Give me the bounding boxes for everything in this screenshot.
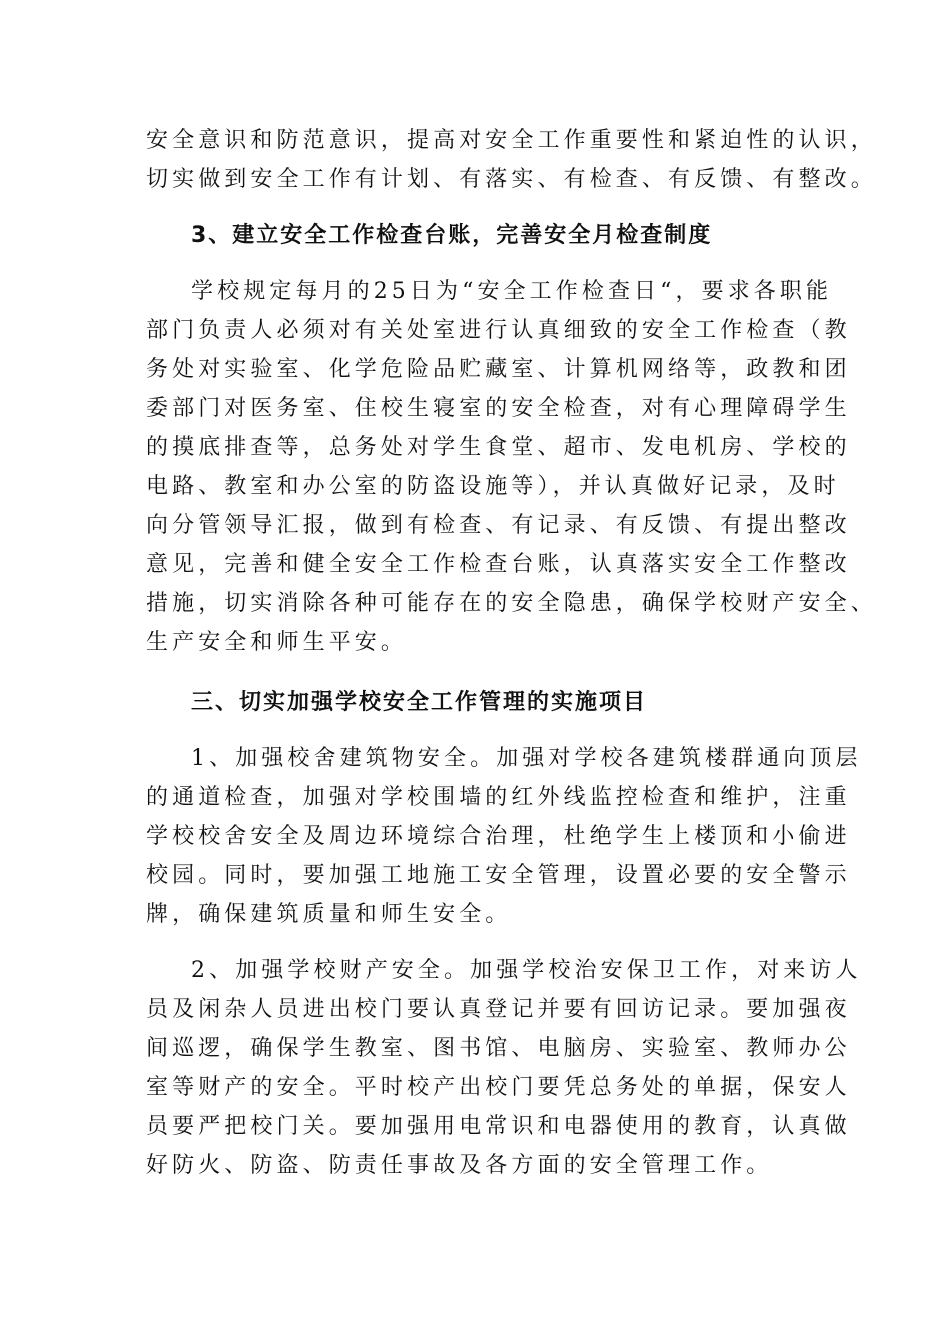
paragraph-4-line-4: 室等财产的安全。平时校产出校门要凭总务处的单据，保安人 [146, 1075, 851, 1100]
paragraph-3-line-2: 的通道检查，加强对学校围墙的红外线监控检查和维护，注重 [146, 785, 851, 810]
paragraph-2-line-9: 措施，切实消除各种可能存在的安全隐患，确保学校财产安全、 [146, 591, 877, 616]
paragraph-2-line-4: 委部门对医务室、住校生寝室的安全检查，对有心理障碍学生 [146, 396, 851, 421]
paragraph-4-line-1: 2、加强学校财产安全。加强学校治安保卫工作，对来访人 [191, 958, 862, 983]
paragraph-2-line-1: 学校规定每月的25日为“安全工作检查日“，要求各职能 [191, 279, 833, 304]
paragraph-1-line-2: 切实做到安全工作有计划、有落实、有检查、有反馈、有整改。 [146, 167, 877, 192]
paragraph-2-line-7: 向分管领导汇报，做到有检查、有记录、有反馈、有提出整改 [146, 513, 851, 538]
section-heading-3: 3、建立安全工作检查台账，完善安全月检查制度 [191, 223, 713, 248]
paragraph-3-line-1: 1、加强校舍建筑物安全。加强对学校各建筑楼群通向顶层 [191, 746, 862, 771]
paragraph-2-line-3: 务处对实验室、化学危险品贮藏室、计算机网络等，政教和团 [146, 357, 851, 382]
paragraph-3-line-3: 学校校舍安全及周边环境综合治理，杜绝学生上楼顶和小偷进 [146, 824, 851, 849]
paragraph-4-line-6: 好防火、防盗、防责任事故及各方面的安全管理工作。 [146, 1153, 773, 1178]
paragraph-2-line-5: 的摸底排查等，总务处对学生食堂、超市、发电机房、学校的 [146, 435, 851, 460]
paragraph-3-line-4: 校园。同时，要加强工地施工安全管理，设置必要的安全警示 [146, 863, 851, 888]
paragraph-4-line-2: 员及闲杂人员进出校门要认真登记并要有回访记录。要加强夜 [146, 997, 851, 1022]
paragraph-2-line-10: 生产安全和师生平安。 [146, 630, 408, 655]
paragraph-2-line-6: 电路、教室和办公室的防盗设施等），并认真做好记录，及时 [146, 474, 840, 499]
paragraph-1-line-1: 安全意识和防范意识，提高对安全工作重要性和紧迫性的认识， [146, 128, 877, 153]
paragraph-2-line-8: 意见，完善和健全安全工作检查台账，认真落实安全工作整改 [146, 552, 851, 577]
section-heading-three: 三、切实加强学校安全工作管理的实施项目 [191, 690, 648, 715]
paragraph-4-line-3: 间巡逻，确保学生教室、图书馆、电脑房、实验室、教师办公 [146, 1036, 851, 1061]
paragraph-2-line-2: 部门负责人必须对有关处室进行认真细致的安全工作检查（教 [146, 318, 851, 343]
paragraph-3-line-5: 牌，确保建筑质量和师生安全。 [146, 902, 512, 927]
paragraph-4-line-5: 员要严把校门关。要加强用电常识和电器使用的教育，认真做 [146, 1114, 851, 1139]
